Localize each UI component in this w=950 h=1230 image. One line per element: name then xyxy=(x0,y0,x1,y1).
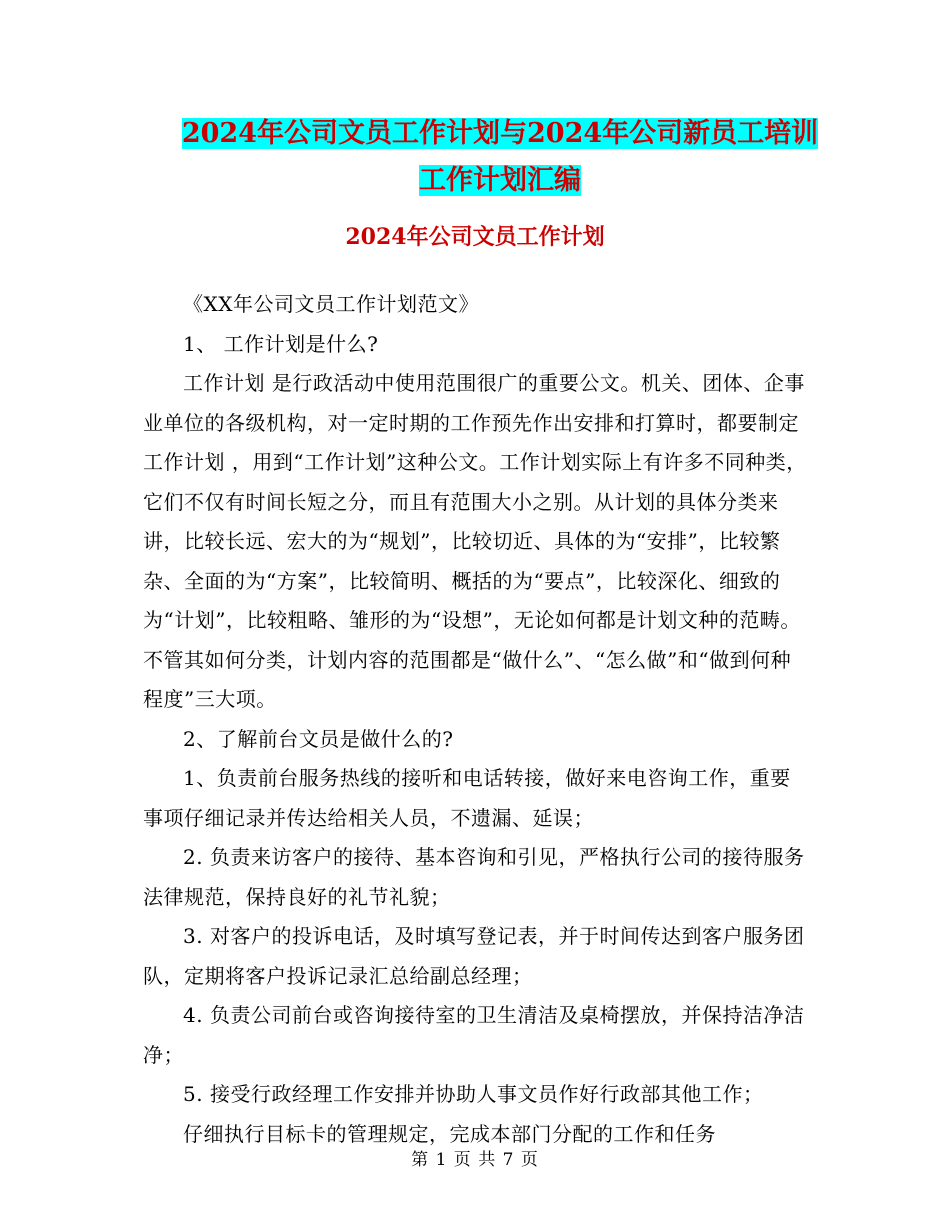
paragraph: 《XX年公司文员工作计划范文》 xyxy=(183,292,479,316)
paragraph: 2、了解前台文员是做什么的? xyxy=(183,726,454,751)
section-title: 2024年公司文员工作计划 xyxy=(345,224,605,250)
document-title-text: 2024年公司文员工作计划与2024年公司新员工培训工作计划汇编 xyxy=(181,118,819,196)
page-footer: 第 1 页 共 7 页 xyxy=(411,1150,539,1170)
paragraph: 4. 负责公司前台或咨询接待室的卫生清洁及桌椅摆放，并保持洁净洁净； xyxy=(143,1003,805,1067)
paragraph: 仔细执行目标卡的管理规定，完成本部门分配的工作和任务 xyxy=(183,1121,716,1146)
paragraph: 1、 工作计划是什么? xyxy=(183,331,379,356)
paragraph: 3. 对客户的投诉电话，及时填写登记表，并于时间传达到客户服务团队，定期将客户投诉记录汇总给副总经理； xyxy=(143,924,805,988)
document-body xyxy=(143,285,808,1154)
paragraph: 工作计划 是行政活动中使用范围很广的重要公文。机关、团体、企事业单位的各级机构，对一定时期的工作预先作出安排和打算时，都要制定 工作计划 ，用到“工作计划”这种公文。工作计划实际上有许多不同种类，它们不仅有时间长短之分，而且有范围大小之别。从计划的具体分类来讲，比较长远、宏大的为“规划”，比较切近、具体的为“安排”，比较繁杂、全面的为“方案”，比较简明、概括的为“要点”，比较深化、细致的为“计划”，比较粗略、雏形的为“设想”，无论如何都是计划文种的范畴。不管其如何分类，计划内容的范围都是“做什么”、“怎么做”和“做到何种程度”三大项。 xyxy=(143,371,807,711)
paragraph: 1、负责前台服务热线的接听和电话转接，做好来电咨询工作，重要事项仔细记录并传达给相关人员，不遗漏、延误； xyxy=(143,766,791,830)
paragraph: 5. 接受行政经理工作安排并协助人事文员作好行政部其他工作； xyxy=(183,1082,764,1106)
paragraph: 2. 负责来访客户的接待、基本咨询和引见，严格执行公司的接待服务法律规范，保持良好的礼节礼貌； xyxy=(143,845,805,909)
document-title xyxy=(180,110,820,204)
